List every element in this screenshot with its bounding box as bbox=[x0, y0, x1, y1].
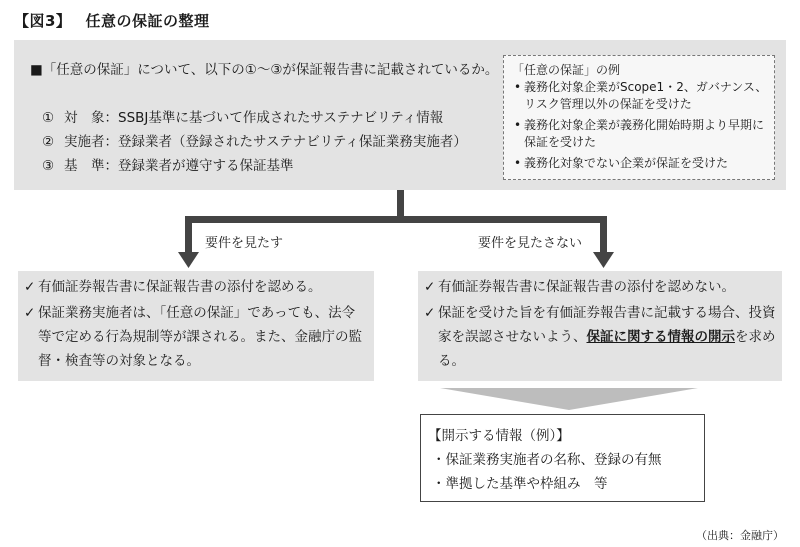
disclosure-title: 【開示する情報（例）】 bbox=[428, 428, 570, 444]
requirement-number: ③ bbox=[42, 158, 55, 174]
figure-title-text: 任意の保証の整理 bbox=[85, 12, 210, 30]
bullet-icon: • bbox=[514, 118, 522, 132]
left-branch-line bbox=[185, 216, 192, 256]
right-condition-label: 要件を見たさない bbox=[478, 236, 583, 251]
right-result-item-1 bbox=[424, 275, 776, 299]
requirement-label: 実施者：登録業者（登録されたサステナビリティ保証業務実施者） bbox=[64, 134, 467, 150]
examples-title: 「任意の保証」の例 bbox=[512, 63, 621, 77]
source-note: （出典：金融庁） bbox=[696, 529, 784, 542]
result-text-post: を求める。 bbox=[438, 329, 776, 369]
check-icon: ✓ bbox=[24, 305, 36, 321]
requirement-number: ① bbox=[42, 110, 55, 126]
result-text: 有価証券報告書に保証報告書の添付を認めない。 bbox=[438, 279, 735, 295]
left-result-item-1 bbox=[24, 275, 366, 299]
disclosure-arrow bbox=[440, 388, 698, 410]
check-icon: ✓ bbox=[24, 279, 36, 295]
bullet-icon: • bbox=[514, 80, 522, 94]
disclosure-emphasis: 保証に関する情報の開示 bbox=[586, 329, 735, 345]
example-text: 義務化対象企業がScope1・2、ガバナンス、リスク管理以外の保証を受けた bbox=[524, 80, 768, 111]
right-branch-line bbox=[600, 216, 607, 256]
example-text: 義務化対象企業が義務化開始時期より早期に保証を受けた bbox=[524, 118, 765, 149]
result-text: 有価証券報告書に保証報告書の添付を認める。 bbox=[38, 279, 322, 295]
requirement-label: 対 象：SSBJ基準に基づいて作成されたサステナビリティ情報 bbox=[64, 110, 444, 126]
right-arrow-head bbox=[593, 252, 614, 268]
left-arrow-head bbox=[178, 252, 199, 268]
check-icon: ✓ bbox=[424, 305, 436, 321]
trunk-line bbox=[397, 190, 404, 220]
example-text: 義務化対象でない企業が保証を受けた bbox=[524, 156, 729, 170]
requirements-intro: ■「任意の保証」について、以下の①～③が保証報告書に記載されているか。 bbox=[30, 62, 499, 78]
left-condition-label: 要件を見たす bbox=[205, 236, 284, 251]
result-text-pre: 保証を受けた旨を有価証券報告書に記載する場合、投資家を誤認させないよう、 bbox=[438, 305, 776, 345]
disclosure-item: ・保証業務実施者の名称、登録の有無 bbox=[432, 452, 662, 468]
result-text bbox=[424, 301, 776, 373]
bullet-icon: • bbox=[514, 156, 522, 170]
right-result-item-2 bbox=[424, 301, 776, 373]
branch-line bbox=[185, 216, 607, 223]
figure-number: 【図3】 bbox=[14, 12, 72, 30]
result-text: 保証業務実施者は、「任意の保証」であっても、法令等で定める行為規制等が課される。また、金融庁の監督・検査等の対象となる。 bbox=[38, 305, 362, 369]
left-result-item-2 bbox=[24, 301, 366, 373]
requirement-label: 基 準：登録業者が遵守する保証基準 bbox=[64, 158, 294, 174]
check-icon: ✓ bbox=[424, 279, 436, 295]
disclosure-item: ・準拠した基準や枠組み 等 bbox=[432, 476, 608, 492]
requirement-number: ② bbox=[42, 134, 55, 150]
